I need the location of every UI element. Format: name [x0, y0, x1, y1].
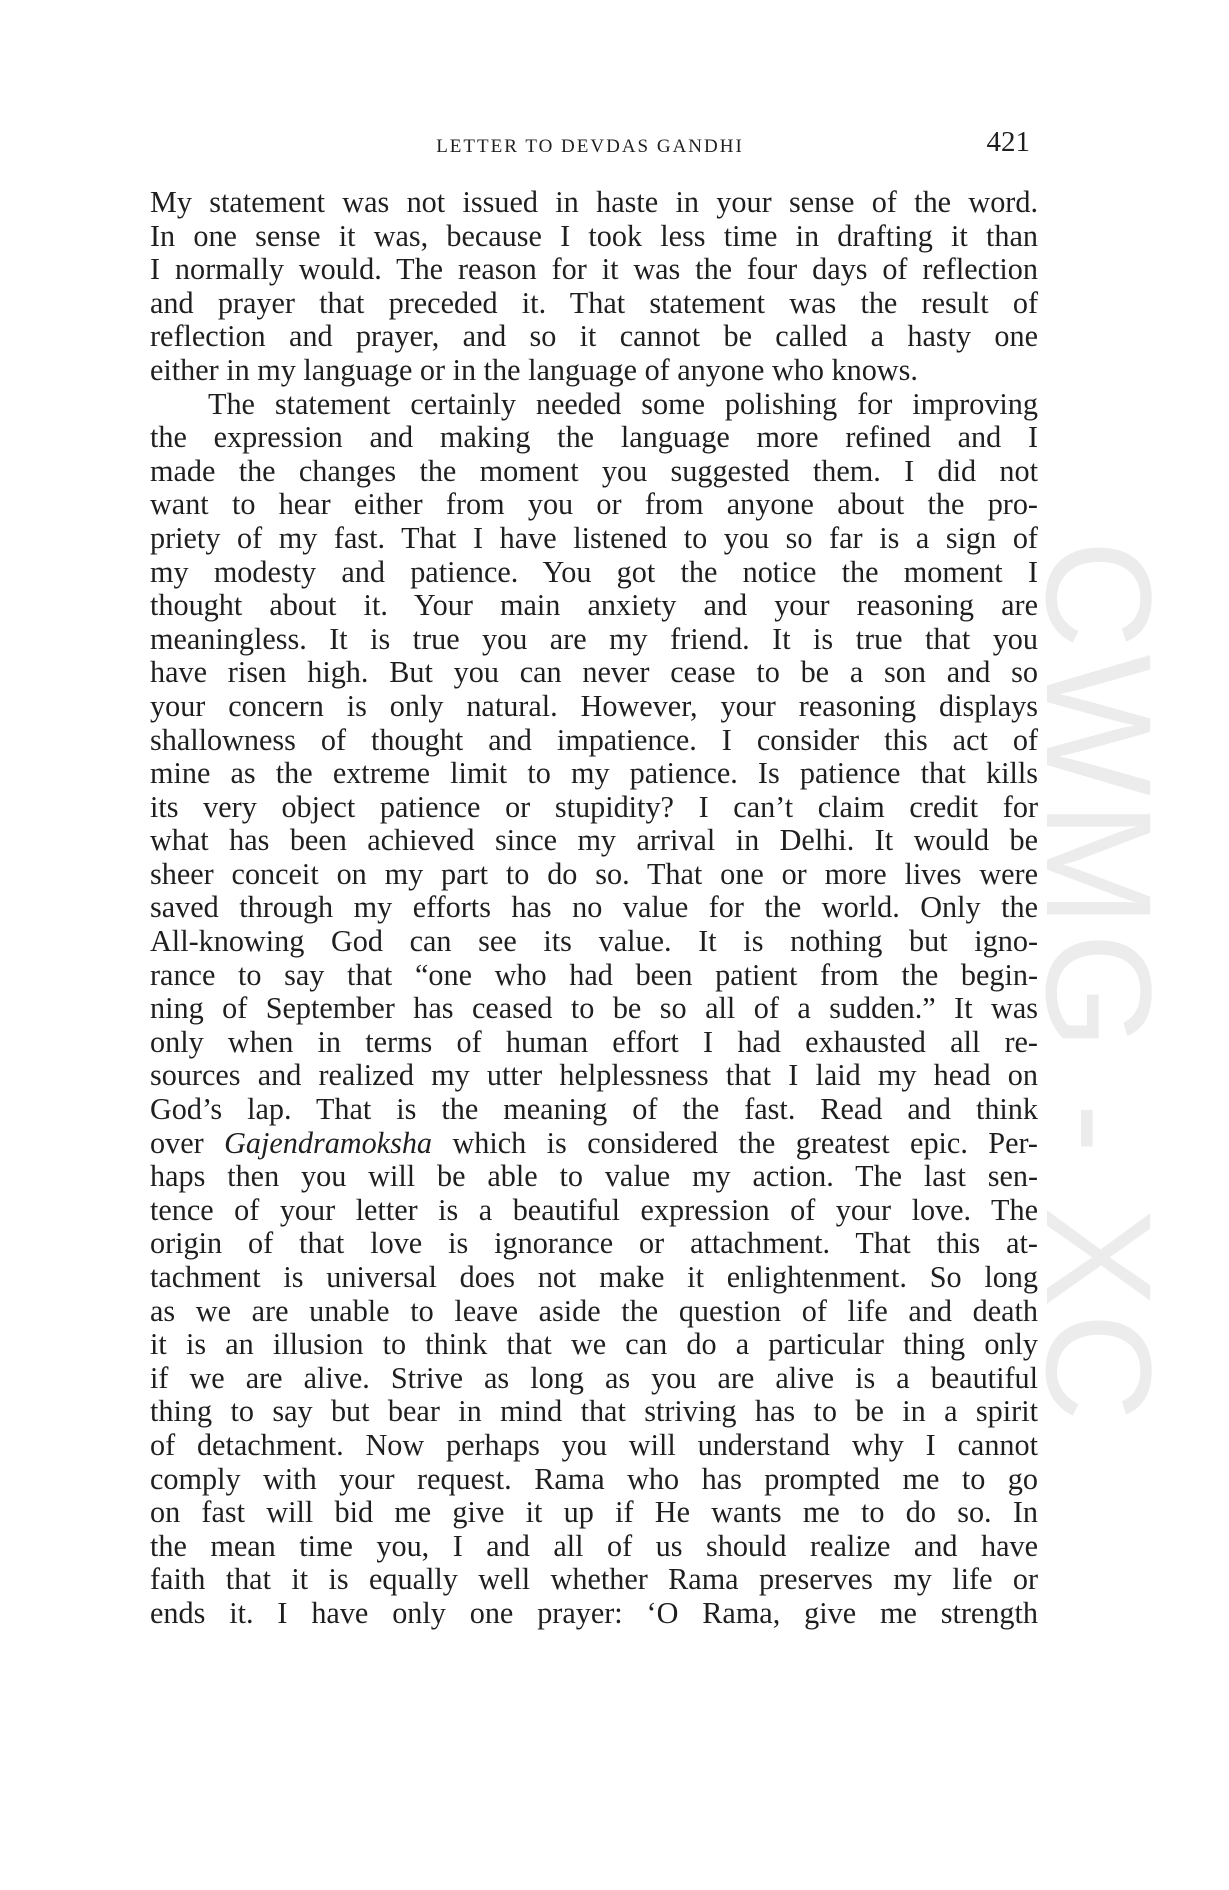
text-line: either in my language or in the language of anyone who knows. [150, 352, 918, 387]
text-line: tence of your letter is a beautiful expression of your love. The [150, 1192, 1038, 1227]
text-line: ning of September has ceased to be so all of a sudden.” It was [150, 991, 1038, 1026]
text-line: thought about it. Your main anxiety and your reasoning are [150, 588, 1038, 623]
text-line: as we are unable to leave aside the question of life and death [150, 1293, 1038, 1328]
text-line: The statement certainly needed some polishing for improving [208, 386, 1038, 421]
text-line: the mean time you, I and all of us should realize and have [150, 1528, 1038, 1563]
text-line: shallowness of thought and impatience. I consider this act of [150, 722, 1038, 757]
text-line: haps then you will be able to value my action. The last sen- [150, 1159, 1038, 1194]
epic-title: Gajendramoksha [224, 1125, 433, 1160]
text-line: meaningless. It is true you are my friend. It is true that you [150, 621, 1038, 656]
text-line: saved through my efforts has no value for the world. Only the [150, 890, 1038, 925]
text-line: sheer conceit on my part to do so. That one or more lives were [150, 856, 1038, 891]
text-line [150, 1127, 1038, 1161]
text-fragment: over [150, 1125, 225, 1160]
text-line: its very object patience or stupidity? I can’t claim credit for [150, 789, 1038, 824]
text-line: I normally would. The reason for it was the four days of reflection [150, 252, 1038, 287]
text-line: your concern is only natural. However, your reasoning displays [150, 688, 1038, 723]
text-line: My statement was not issued in haste in your sense of the word. [150, 185, 1038, 219]
text-line: if we are alive. Strive as long as you are alive is a beautiful [150, 1360, 1038, 1395]
text-line: thing to say but bear in mind that striving has to be in a spirit [150, 1394, 1038, 1429]
text-line: ends it. I have only one prayer: ‘O Rama, give me strength [150, 1595, 1038, 1630]
running-head: LETTER TO DEVDAS GANDHI [436, 136, 744, 157]
text-line: reflection and prayer, and so it cannot be called a hasty one [150, 319, 1038, 354]
text-line: In one sense it was, because I took less time in drafting it than [150, 218, 1038, 253]
text-line: sources and realized my utter helplessness that I laid my head on [150, 1058, 1038, 1093]
text-line: and prayer that preceded it. That statement was the result of [150, 285, 1038, 320]
text-line: it is an illusion to think that we can do a particular thing only [150, 1327, 1038, 1362]
text-line: only when in terms of human effort I had exhausted all re- [150, 1024, 1038, 1059]
text-line: made the changes the moment you suggested them. I did not [150, 453, 1038, 488]
text-line: God’s lap. That is the meaning of the fast. Read and think [150, 1092, 1038, 1127]
page-header [150, 126, 1030, 166]
letter-body [150, 186, 1038, 1631]
text-line: mine as the extreme limit to my patience. Is patience that kills [150, 756, 1038, 791]
text-line: the expression and making the language more refined and I [150, 420, 1038, 455]
text-line: my modesty and patience. You got the notice the moment I [150, 554, 1038, 589]
text-line: what has been achieved since my arrival in Delhi. It would be [150, 823, 1038, 858]
text-fragment: which is considered the greatest epic. Per- [432, 1125, 1038, 1160]
text-line: comply with your request. Rama who has prompted me to go [150, 1461, 1038, 1496]
text-line: of detachment. Now perhaps you will understand why I cannot [150, 1427, 1038, 1462]
text-line: origin of that love is ignorance or attachment. That this at- [150, 1226, 1038, 1261]
text-line: on fast will bid me give it up if He wants me to do so. In [150, 1495, 1038, 1530]
text-line: rance to say that “one who had been patient from the begin- [150, 957, 1038, 992]
text-line: All-knowing God can see its value. It is nothing but igno- [150, 924, 1038, 959]
text-line: tachment is universal does not make it enlightenment. So long [150, 1260, 1038, 1294]
text-line: priety of my fast. That I have listened to you so far is a sign of [150, 520, 1038, 555]
text-line: faith that it is equally well whether Rama preserves my life or [150, 1562, 1038, 1597]
watermark: CWMG - XC [1015, 540, 1183, 1428]
text-line: have risen high. But you can never cease to be a son and so [150, 655, 1038, 690]
page-number: 421 [986, 126, 1030, 158]
text-line: want to hear either from you or from anyone about the pro- [150, 487, 1038, 522]
